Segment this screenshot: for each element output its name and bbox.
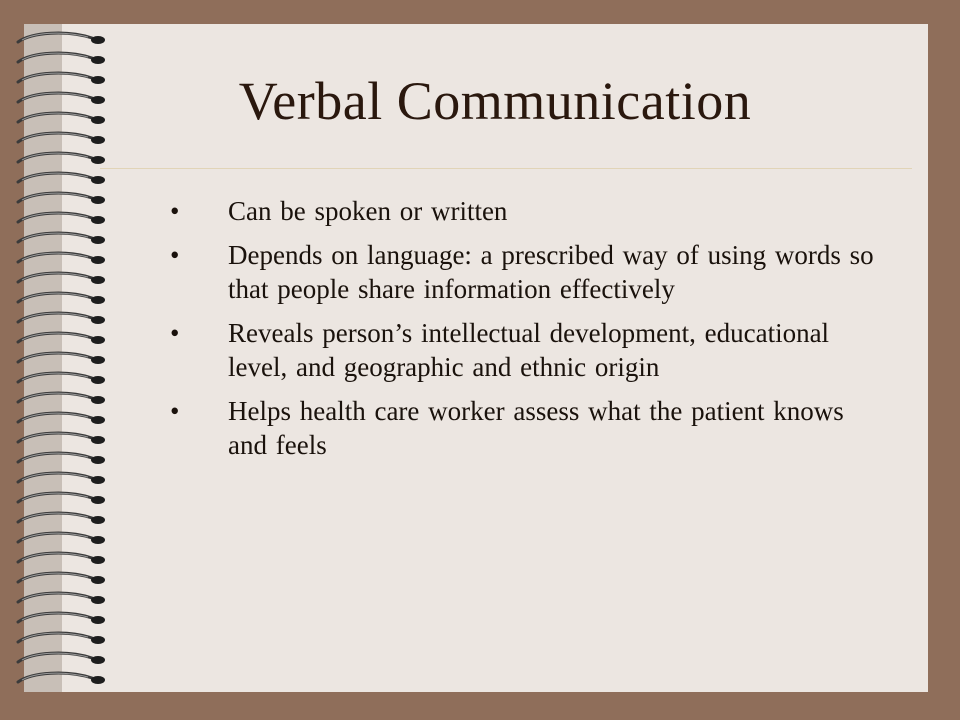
spiral-coil (18, 413, 105, 424)
bullet-icon: • (170, 318, 180, 348)
spiral-coil (18, 53, 105, 64)
spiral-coil (18, 553, 105, 564)
spiral-coil (18, 493, 105, 504)
bullet-item (170, 394, 890, 462)
spiral-coil (18, 193, 105, 204)
spiral-coil (18, 33, 105, 44)
spiral-coil (18, 613, 105, 624)
spiral-coil (18, 513, 105, 524)
spiral-coil (18, 633, 105, 644)
spiral-coil (18, 593, 105, 604)
spiral-coil (18, 433, 105, 444)
spiral-coil (18, 653, 105, 664)
spiral-coil (18, 453, 105, 464)
bullet-item (170, 238, 890, 306)
spiral-coil (18, 353, 105, 364)
bullet-text: Depends on language: a prescribed way of using words so that people share information effectively (228, 240, 874, 304)
spiral-coil (18, 253, 105, 264)
spiral-coil (18, 133, 105, 144)
spiral-coil (18, 153, 105, 164)
bullet-icon: • (170, 396, 180, 426)
spiral-coil (18, 173, 105, 184)
slide-title: Verbal Communication (238, 71, 752, 131)
spiral-coil (18, 533, 105, 544)
spiral-coil (18, 673, 105, 684)
spiral-coil (18, 473, 105, 484)
spiral-coil (18, 333, 105, 344)
title-divider (100, 168, 912, 169)
spiral-coil (18, 233, 105, 244)
bullet-item (170, 194, 890, 228)
bullet-text: Reveals person’s intellectual development, educational level, and geographic and ethnic origin (228, 318, 830, 382)
bullet-list (170, 194, 890, 472)
bullet-text: Helps health care worker assess what the patient knows and feels (228, 396, 844, 460)
spiral-coil (18, 293, 105, 304)
bullet-item (170, 316, 890, 384)
spiral-coil (18, 373, 105, 384)
spiral-coil (18, 213, 105, 224)
spiral-coil (18, 393, 105, 404)
spiral-coil (18, 573, 105, 584)
bullet-icon: • (170, 240, 180, 270)
bullet-icon: • (170, 196, 180, 226)
spiral-coil (18, 313, 105, 324)
spiral-coil (18, 273, 105, 284)
bullet-text: Can be spoken or written (228, 196, 508, 226)
